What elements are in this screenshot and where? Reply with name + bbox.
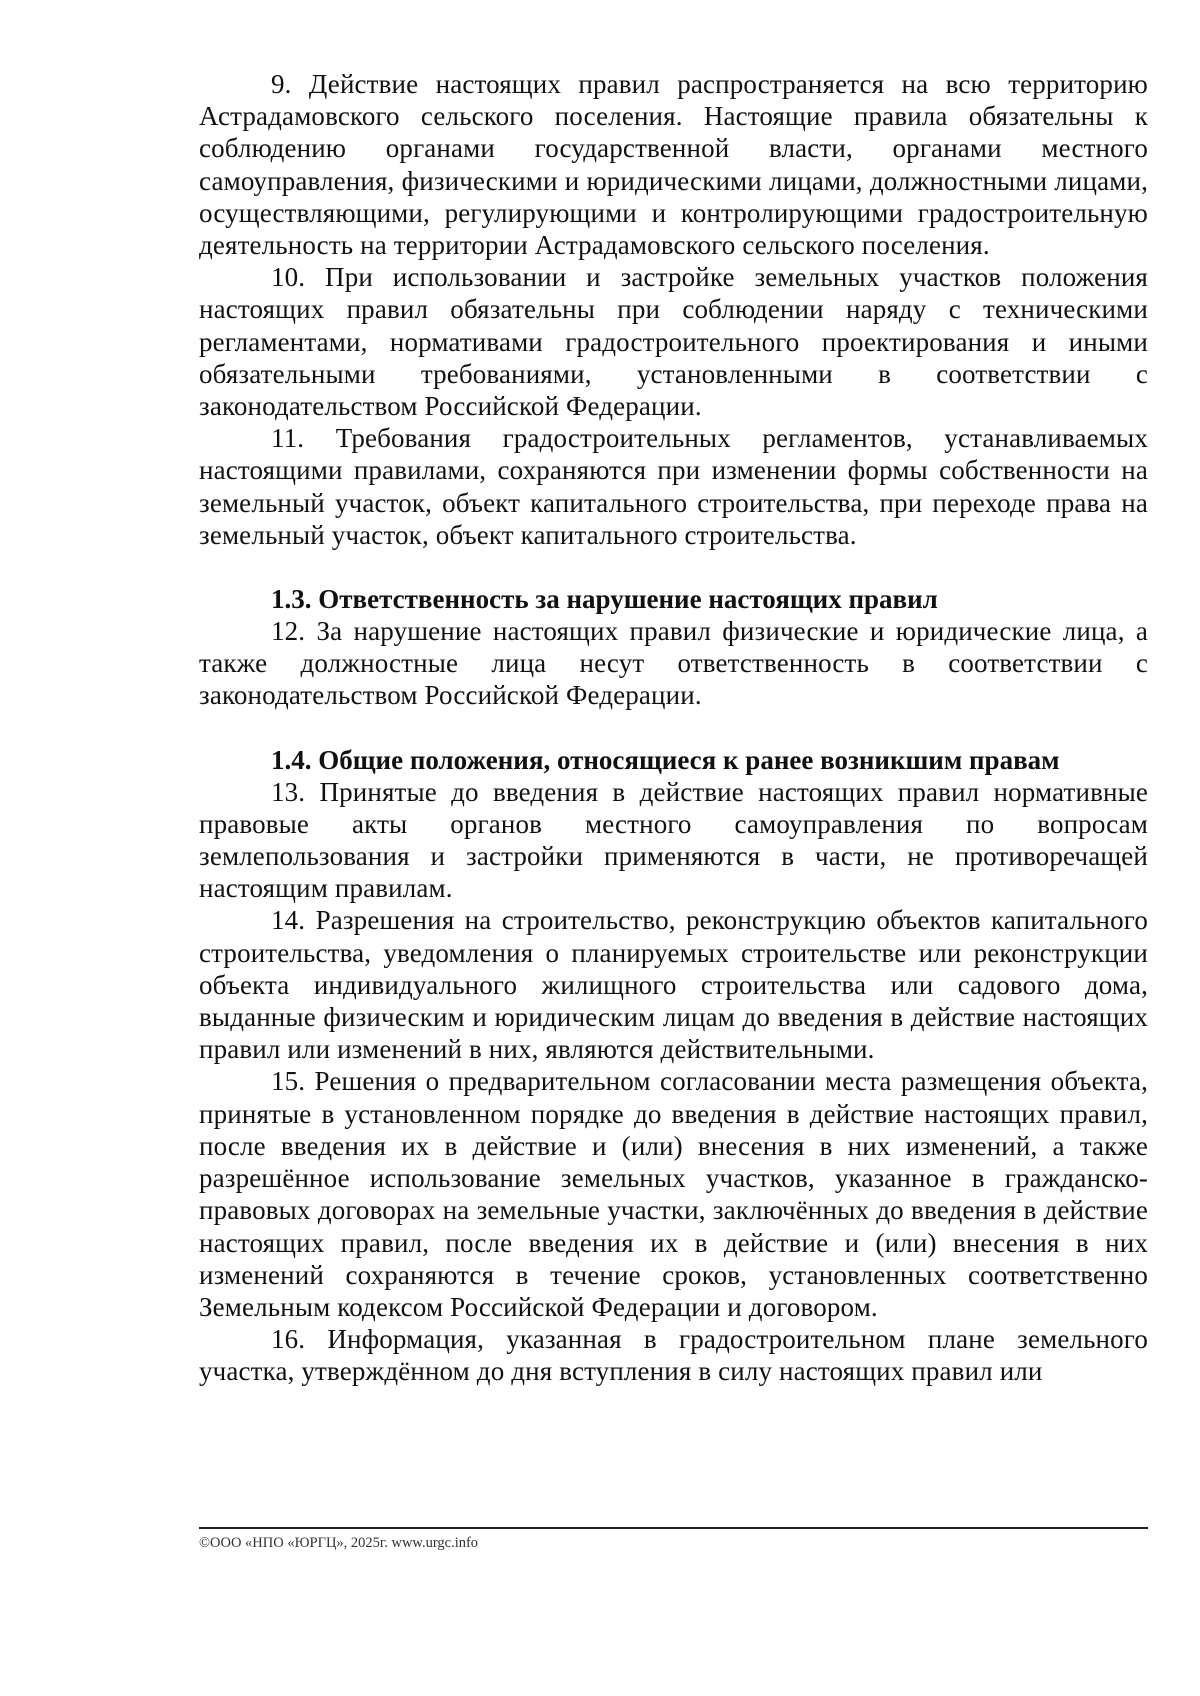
section-spacer xyxy=(199,551,1148,583)
paragraph-9: 9. Действие настоящих правил распространяется на всю территорию Астрадамовского сельского поселения. Настоящие правила обязательны к соблюдению органами государственной власти, органами местного самоуправления, физическими и юридическими лицами, должностными лицами, осуществляющими, регулирующими и контролирующими градостроительную деятельность на территории Астрадамовского сельского поселения. xyxy=(199,69,1148,261)
section-heading-1-4: 1.4. Общие положения, относящиеся к ранее возникшим правам xyxy=(271,744,1060,775)
paragraph-14: 14. Разрешения на строительство, реконструкцию объектов капитального строительства, уведомления о планируемых строительстве или реконструкции объекта индивидуального жилищного строительства или садового дома, выданные физическим и юридическим лицам до введения в действие настоящих правил или изменений в них, являются действительными. xyxy=(199,905,1148,1065)
paragraph-12: 12. За нарушение настоящих правил физические и юридические лица, а также должностные лица несут ответственность в соответствии с законодательством Российской Федерации. xyxy=(199,616,1148,711)
footer-divider xyxy=(199,1527,1148,1529)
footer-copyright: ©ООО «НПО «ЮРГЦ», 2025г. www.urgc.info xyxy=(199,1535,479,1551)
document-page xyxy=(199,68,1148,1388)
paragraph-11: 11. Требования градостроительных регламентов, устанавливаемых настоящими правилами, сохраняются при изменении формы собственности на земельный участок, объект капитального строительства, при переходе права на земельный участок, объект капитального строительства. xyxy=(199,423,1148,550)
paragraph-15: 15. Решения о предварительном согласовании места размещения объекта, принятые в установленном порядке до введения в действие настоящих правил, после введения их в действие и (или) внесения в них изменений, а также разрешённое использование земельных участков, указанное в гражданско-правовых договорах на земельные участки, заключённых до введения в действие настоящих правил, после введения их в действие и (или) внесения в них изменений сохраняются в течение сроков, установленных соответственно Земельным кодексом Российской Федерации и договором. xyxy=(199,1066,1148,1322)
paragraph-16: 16. Информация, указанная в градостроительном плане земельного участка, утверждённом до дня вступления в силу настоящих правил или xyxy=(199,1324,1148,1387)
section-heading-1-3: 1.3. Ответственность за нарушение настоящих правил xyxy=(271,584,938,615)
section-spacer xyxy=(199,712,1148,744)
paragraph-10: 10. При использовании и застройке земельных участков положения настоящих правил обязательны при соблюдении наряду с техническими регламентами, нормативами градостроительного проектирования и иными обязательными требованиями, установленными в соответствии с законодательством Российской Федерации. xyxy=(199,262,1148,422)
paragraph-13: 13. Принятые до введения в действие настоящих правил нормативные правовые акты органов местного самоуправления по вопросам землепользования и застройки применяются в части, не противоречащей настоящим правилам. xyxy=(199,776,1148,904)
